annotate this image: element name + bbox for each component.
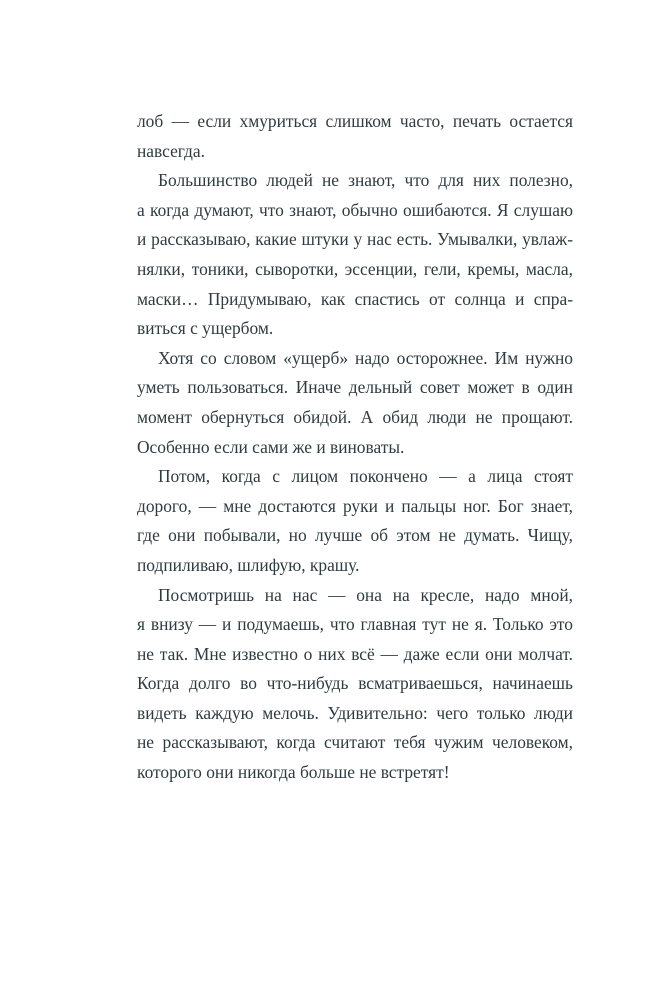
text-line: подпиливаю, шлифую, крашу. — [137, 554, 360, 575]
text-line: Особенно если сами же и виноваты. — [137, 436, 405, 457]
text-line: где они побывали, но лучше об этом не думать. Чищу, — [137, 525, 573, 546]
text-line: видеть каждую мелочь. Удивительно: чего только люди — [137, 702, 573, 723]
text-line: я внизу — и подумаешь, что главная тут не я. Только это — [137, 614, 573, 635]
text-line: и рассказываю, какие штуки у нас есть. Умывалки, увлаж- — [137, 229, 573, 250]
text-line: навсегда. — [137, 140, 205, 161]
text-line: Большинство людей не знают, что для них полезно, — [158, 170, 573, 191]
text-line: не так. Мне известно о них всё — даже если они молчат. — [137, 643, 573, 664]
text-line: Когда долго во что-нибудь всматриваешься, начинаешь — [137, 673, 573, 694]
text-line: маски… Придумываю, как спастись от солнца и спра- — [137, 288, 573, 309]
text-line: дорого, — мне достаются руки и пальцы ног. Бог знает, — [137, 495, 573, 516]
text-line: Хотя со словом «ущерб» надо осторожнее. Им нужно — [158, 347, 573, 368]
text-line: нялки, тоники, сыворотки, эссенции, гели, кремы, масла, — [137, 258, 573, 279]
text-line: лоб — если хмуриться слишком часто, печать остается — [137, 111, 573, 131]
text-line: виться с ущербом. — [137, 318, 274, 339]
text-line: момент обернуться обидой. А обид люди не прощают. — [137, 406, 573, 427]
text-line: Посмотришь на нас — она на кресле, надо мной, — [158, 584, 573, 605]
text-line: уметь пользоваться. Иначе дельный совет может в один — [137, 377, 573, 398]
text-line: не рассказывают, когда считают тебя чужим человеком, — [137, 732, 573, 753]
text-line: которого они никогда больше не встретят! — [137, 762, 450, 783]
text-line: Потом, когда с лицом покончено — а лица стоят — [158, 466, 573, 487]
body-text — [137, 107, 573, 788]
text-line: а когда думают, что знают, обычно ошибаются. Я слушаю — [137, 199, 573, 220]
